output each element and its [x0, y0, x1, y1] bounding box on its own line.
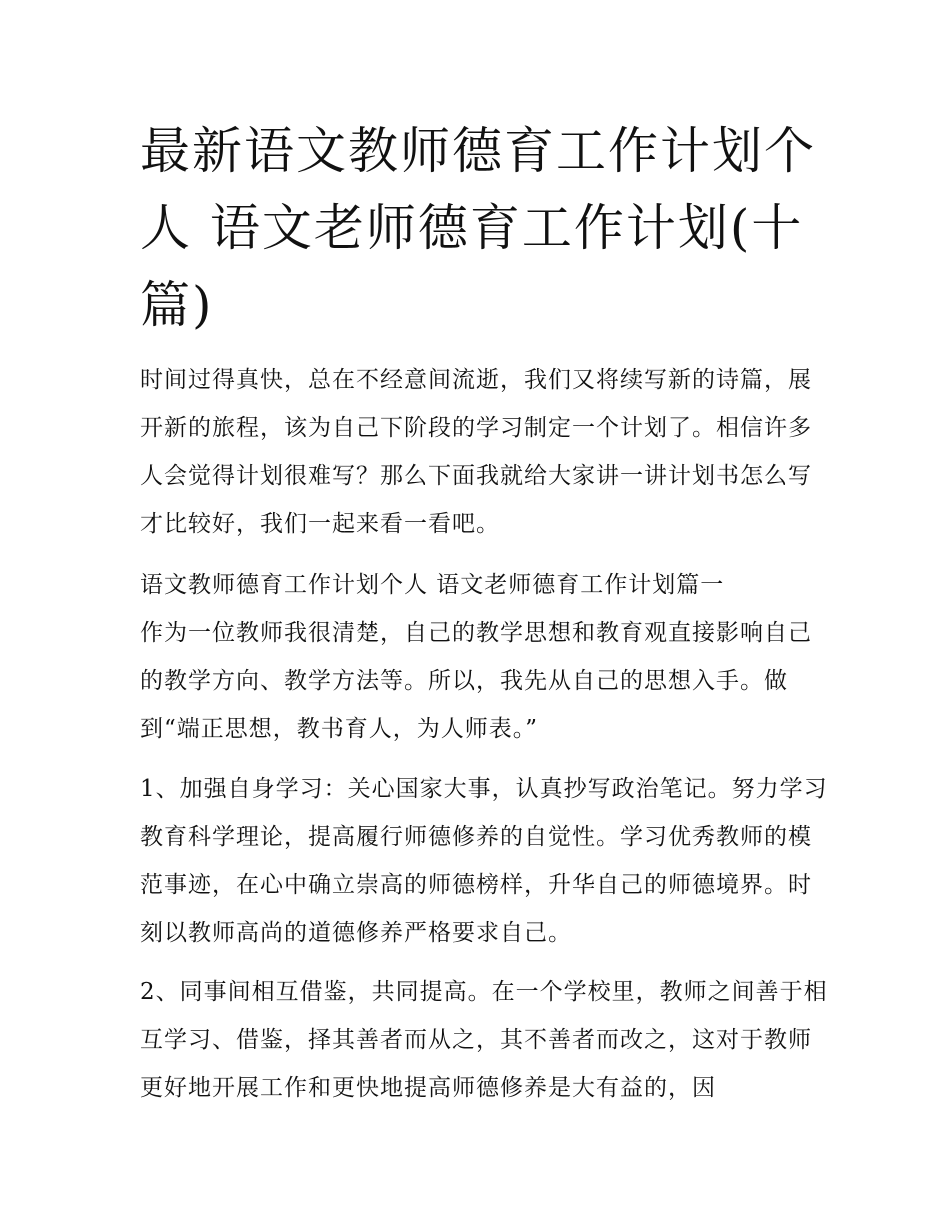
- list-item-1: 1、加强自身学习：关心国家大事，认真抄写政治笔记。努力学习教育科学理论，提高履行师德修养的自觉性。学习优秀教师的模范事迹，在心中确立崇高的师德榜样，升华自己的师德境界。时刻以教师高尚的道德修养严格要求自己。: [140, 776, 828, 946]
- document-title: 最新语文教师德育工作计划个人 语文老师德育工作计划(十篇): [140, 122, 816, 334]
- section-heading: 语文教师德育工作计划个人 语文老师德育工作计划篇一: [140, 572, 725, 598]
- list-item-2: 2、同事间相互借鉴，共同提高。在一个学校里，教师之间善于相互学习、借鉴，择其善者而从之，其不善者而改之，这对于教师更好地开展工作和更快地提高师德修养是大有益的，因: [140, 979, 828, 1101]
- intro-paragraph: 时间过得真快，总在不经意间流逝，我们又将续写新的诗篇，展开新的旅程，该为自己下阶段的学习制定一个计划了。相信许多人会觉得计划很难写？那么下面我就给大家讲一讲计划书怎么写才比较好，我们一起来看一看吧。: [140, 367, 812, 537]
- body-paragraph: 作为一位教师我很清楚，自己的教学思想和教育观直接影响自己的教学方向、教学方法等。所以，我先从自己的思想入手。做到“端正思想，教书育人，为人师表。”: [140, 620, 812, 742]
